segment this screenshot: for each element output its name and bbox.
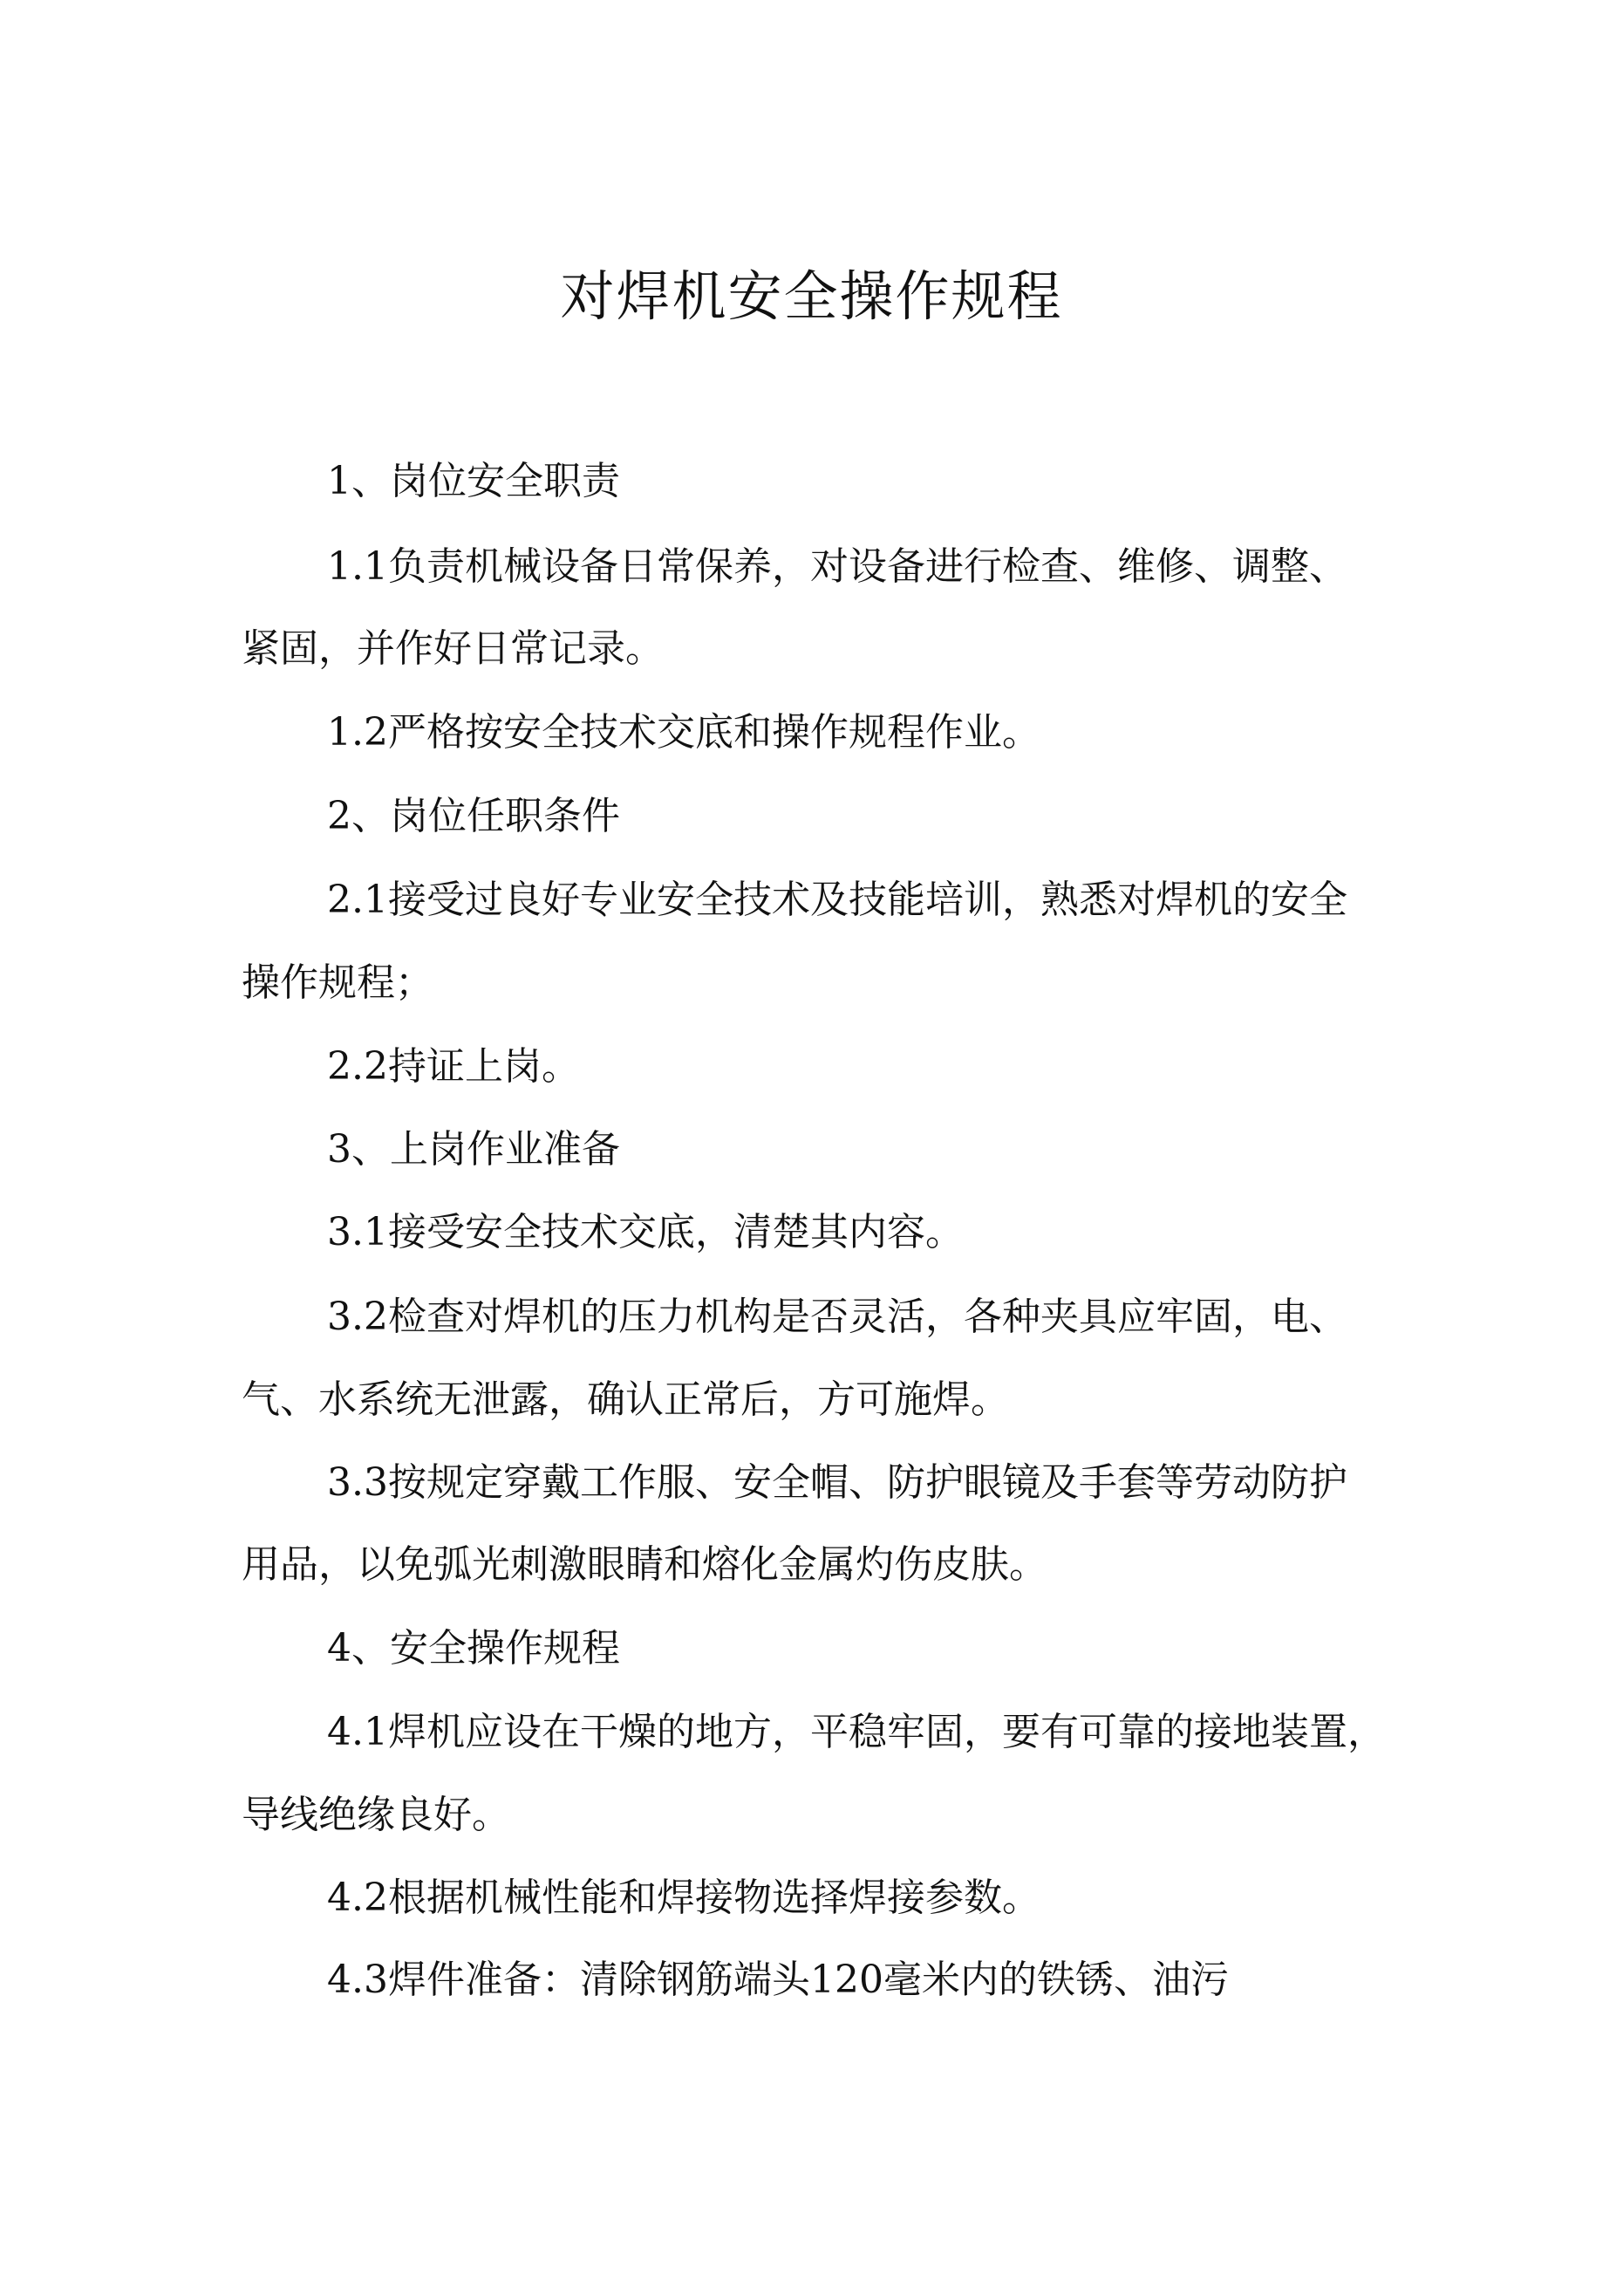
- section-heading-2: 2、岗位任职条件: [327, 794, 620, 838]
- paragraph-line: 4.3焊件准备：清除钢筋端头120毫米内的铁锈、油污: [327, 1958, 1229, 2002]
- section-heading-1: 1、岗位安全职责: [327, 459, 620, 503]
- paragraph-line: 3.2检查对焊机的压力机构是否灵活，各种夹具应牢固，电、: [327, 1295, 1347, 1339]
- document-title: 对焊机安全操作规程: [560, 264, 1063, 328]
- paragraph-line: 紧固，并作好日常记录。: [242, 626, 664, 671]
- paragraph-line: 4.1焊机应设在干燥的地方，平稳牢固，要有可靠的接地装置，: [327, 1710, 1386, 1754]
- paragraph-line: 1.2严格按安全技术交底和操作规程作业。: [327, 710, 1040, 755]
- section-heading-4: 4、安全操作规程: [327, 1626, 620, 1671]
- paragraph-line: 操作规程；: [242, 960, 433, 1005]
- paragraph-line: 气、水系统无泄露，确认正常后，方可施焊。: [242, 1377, 1009, 1422]
- paragraph-line: 1.1负责机械设备日常保养，对设备进行检查、维修、调整、: [327, 544, 1347, 589]
- paragraph-line: 4.2根据机械性能和焊接物选择焊接参数。: [327, 1876, 1040, 1920]
- paragraph-line: 用品，以免弧光刺激眼睛和熔化金属灼伤皮肤。: [242, 1542, 1047, 1587]
- section-heading-3: 3、上岗作业准备: [327, 1127, 620, 1172]
- paragraph-line: 3.3按规定穿戴工作服、安全帽、防护眼镜及手套等劳动防护: [327, 1460, 1347, 1505]
- paragraph-line: 导线绝缘良好。: [242, 1793, 510, 1837]
- paragraph-line: 3.1接受安全技术交底，清楚其内容。: [327, 1210, 964, 1254]
- paragraph-line: 2.2持证上岗。: [327, 1044, 580, 1089]
- paragraph-line: 2.1接受过良好专业安全技术及技能培训，熟悉对焊机的安全: [327, 878, 1347, 922]
